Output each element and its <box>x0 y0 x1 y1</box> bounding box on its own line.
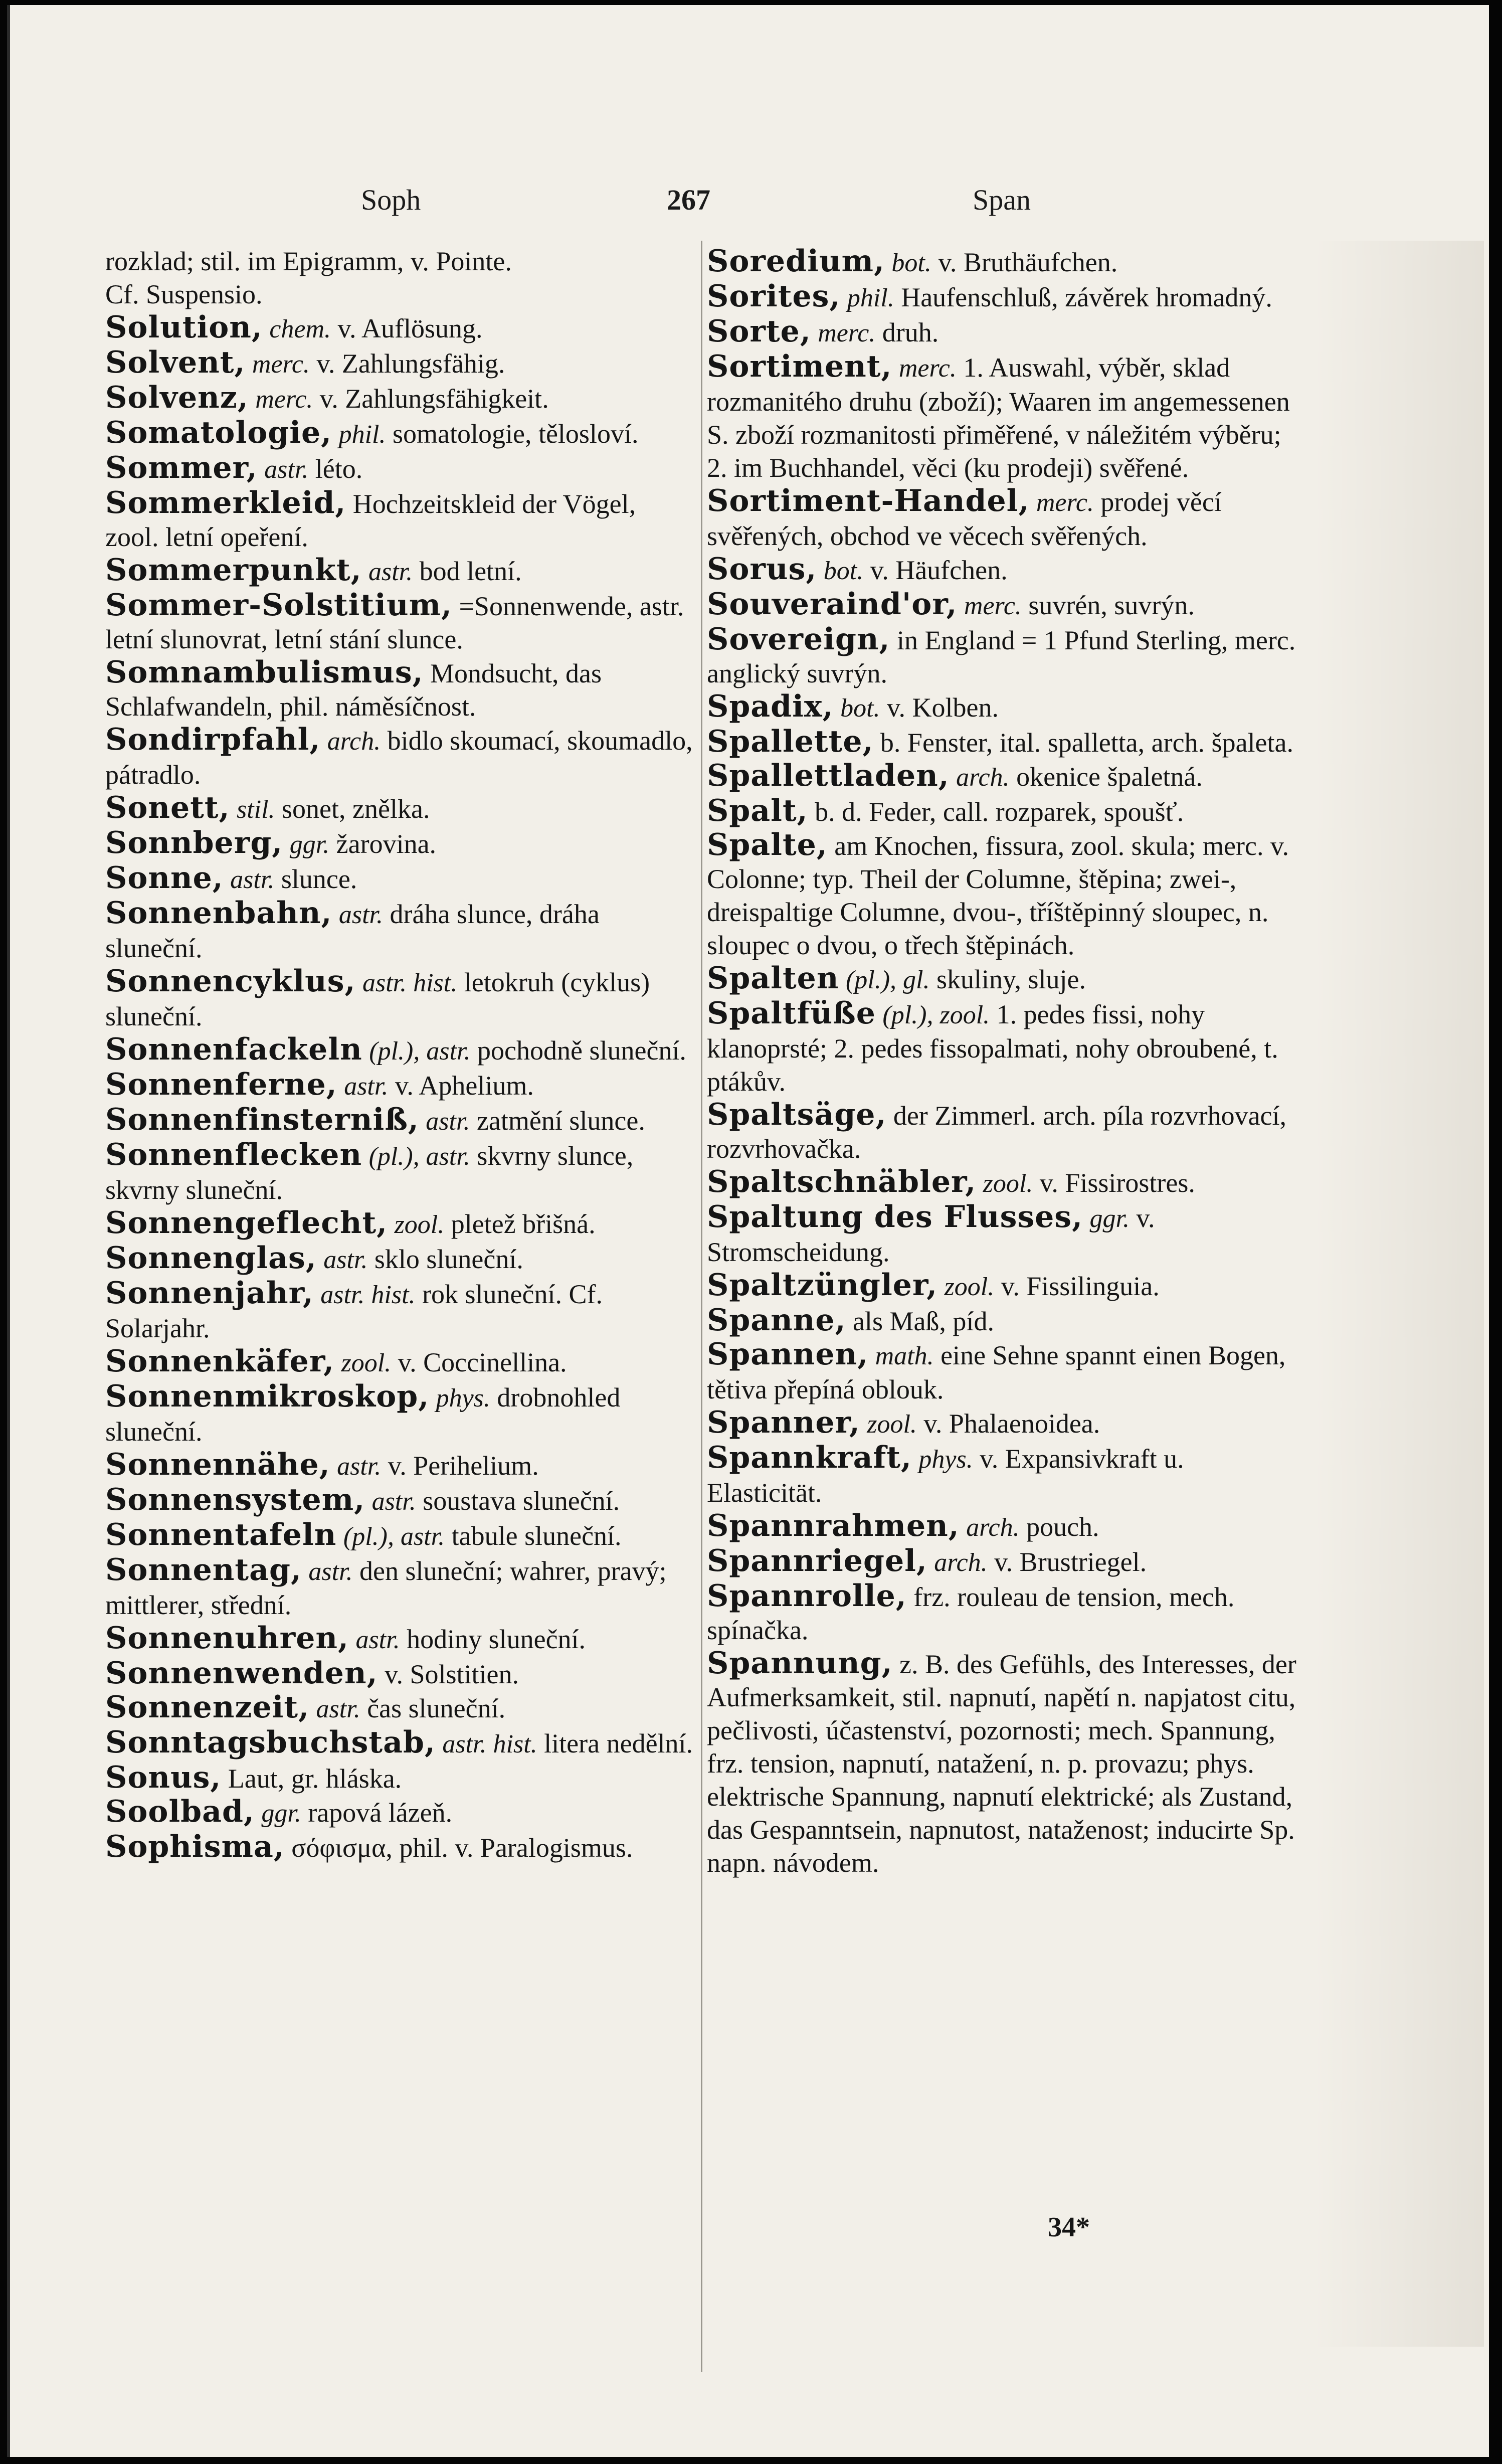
entry-headword: Sonnenflecken <box>105 1137 362 1172</box>
entry-label: stil. <box>236 795 275 824</box>
dictionary-entry <box>105 1103 694 1138</box>
entry-label: merc. <box>255 385 313 414</box>
entry-headword: Somatologie, <box>105 415 332 450</box>
entry-definition: slunce. <box>281 864 357 894</box>
entry-definition: den sluneční; wahrer, pravý; mittlerer, střední. <box>105 1556 667 1620</box>
entry-label: zool. <box>341 1349 392 1377</box>
entry-headword: Sonnenglas, <box>105 1241 317 1276</box>
entry-definition: eine Sehne spannt einen Bogen, tětiva přepíná oblouk. <box>707 1340 1286 1404</box>
entry-label: arch. <box>934 1548 988 1577</box>
entry-headword: Spannen, <box>707 1337 869 1372</box>
entry-headword: Solvenz, <box>105 380 249 415</box>
entry-definition: pouch. <box>1026 1512 1099 1542</box>
entry-label: ggr. <box>289 830 330 859</box>
dictionary-entry <box>707 1441 1303 1509</box>
entry-label: astr. <box>337 1452 382 1481</box>
dictionary-entry <box>105 897 694 965</box>
entry-definition: drobnohled sluneční. <box>105 1382 621 1447</box>
entry-definition: v. Expansivkraft u. Elasticität. <box>707 1444 1184 1508</box>
bleed-through-margin <box>1313 241 1484 2347</box>
entry-headword: Spallette, <box>707 724 874 759</box>
entry-label: merc. <box>1036 488 1094 517</box>
entry-definition: v. Stromscheidung. <box>707 1203 1155 1267</box>
entry-headword: Spannriegel, <box>707 1543 927 1578</box>
entry-headword: Spalten <box>707 961 839 996</box>
dictionary-entry <box>707 315 1303 350</box>
entry-label: ggr. <box>261 1799 301 1828</box>
dictionary-entry <box>707 1304 1303 1338</box>
entry-label: astr. <box>371 1487 416 1516</box>
dictionary-entry <box>105 965 694 1033</box>
dictionary-entry <box>105 1277 694 1345</box>
entry-headword: Sonnencyklus, <box>105 964 356 999</box>
entry-label: (pl.), astr. <box>369 1037 471 1066</box>
page-number: 267 <box>667 184 710 216</box>
dictionary-entry <box>105 826 694 861</box>
entry-headword: Spaltschnäbler, <box>707 1164 977 1199</box>
entry-label: (pl.), astr. <box>368 1142 470 1171</box>
entry-label: astr. hist. <box>320 1281 416 1309</box>
entry-headword: Sommerpunkt, <box>105 553 362 588</box>
dictionary-entry <box>707 1579 1303 1647</box>
dictionary-entry <box>105 554 694 589</box>
entry-headword: Sonnentafeln <box>105 1517 337 1552</box>
entry-label: chem. <box>269 315 331 343</box>
entry-definition: v. Zahlungsfähigkeit. <box>319 384 549 414</box>
entry-headword: Sortiment, <box>707 349 892 384</box>
entry-definition: suvrén, suvrýn. <box>1028 590 1195 620</box>
entry-headword: Spanner, <box>707 1405 860 1440</box>
entry-label: astr. <box>355 1626 400 1654</box>
entry-label: bot. <box>840 694 880 723</box>
entry-definition: der Zimmerl. arch. píla rozvrhovací, rozvrhovačka. <box>707 1101 1287 1164</box>
entry-headword: Spaltung des Flusses, <box>707 1199 1083 1235</box>
entry-headword: Sonnengeflecht, <box>105 1205 388 1241</box>
dictionary-entry <box>105 311 694 346</box>
entry-headword: Spaltfüße <box>707 996 876 1031</box>
dictionary-entry <box>707 759 1303 794</box>
entry-headword: Solution, <box>105 310 263 345</box>
dictionary-entry <box>707 725 1303 759</box>
entry-label: zool. <box>867 1410 917 1439</box>
entry-headword: Sommerkleid, <box>105 485 346 520</box>
dictionary-entry <box>105 1518 694 1553</box>
dictionary-entry <box>707 623 1303 690</box>
dictionary-entry <box>707 997 1303 1098</box>
entry-definition: léto. <box>315 454 363 484</box>
entry-headword: Sonnenfackeln <box>105 1032 362 1067</box>
entry-headword: Sonnentag, <box>105 1552 302 1588</box>
dictionary-entry <box>707 1544 1303 1579</box>
dictionary-entry <box>707 553 1303 588</box>
entry-definition: sklo sluneční. <box>374 1244 523 1274</box>
entry-headword: Sonne, <box>105 860 224 896</box>
dictionary-entry <box>707 1509 1303 1544</box>
entry-label: ggr. <box>1089 1204 1130 1233</box>
entry-label: phil. <box>338 420 386 449</box>
entry-label: arch. <box>956 763 1010 792</box>
entry-definition: Laut, gr. hláska. <box>228 1764 402 1794</box>
entry-label: zool. <box>983 1169 1033 1198</box>
left-column <box>105 245 694 1864</box>
entry-headword: Spadix, <box>707 689 834 724</box>
dictionary-entry <box>105 1795 694 1830</box>
entry-headword: Sonnenzeit, <box>105 1690 310 1725</box>
entry-label: merc. <box>964 592 1022 620</box>
entry-definition: pochodně sluneční. <box>477 1035 686 1066</box>
entry-definition: Cf. Suspensio. <box>105 279 263 309</box>
entry-label: phys. <box>436 1384 490 1413</box>
entry-headword: Sonnenwenden, <box>105 1656 378 1691</box>
entry-label: (pl.), astr. <box>343 1522 445 1551</box>
entry-definition: 1. Auswahl, výběr, sklad rozmanitého druhu (zboží); Waaren im angemessenen S. zboží rozmanitosti přiměřené, v náležitém výběru; 2. im Buchhandel, věci (ku prodeji) svěřené. <box>707 353 1290 483</box>
entry-label: zool. <box>944 1273 995 1301</box>
dictionary-entry <box>105 1483 694 1518</box>
dictionary-entry <box>707 690 1303 725</box>
entry-headword: Sonnennähe, <box>105 1447 330 1482</box>
entry-headword: Solvent, <box>105 345 246 380</box>
entry-label: astr. <box>323 1246 368 1274</box>
dictionary-entry <box>707 1098 1303 1165</box>
entry-headword: Spannrahmen, <box>707 1508 960 1543</box>
entry-headword: Sorus, <box>707 552 817 587</box>
entry-headword: Sonus, <box>105 1760 222 1795</box>
entry-headword: Spalt, <box>707 793 808 828</box>
entry-label: bot. <box>823 557 864 585</box>
entry-definition: tabule sluneční. <box>451 1521 622 1551</box>
dictionary-entry <box>105 1657 694 1691</box>
entry-definition: b. Fenster, ital. spalletta, arch. špaleta. <box>880 728 1293 758</box>
entry-definition: skuliny, sluje. <box>936 964 1086 994</box>
entry-definition: v. Perihelium. <box>388 1451 539 1481</box>
entry-label: astr. <box>426 1107 470 1136</box>
entry-headword: Sonett, <box>105 790 230 825</box>
dictionary-entry <box>105 1448 694 1483</box>
entry-definition: dráha slunce, dráha sluneční. <box>105 899 600 963</box>
entry-definition: v. Kolben. <box>887 692 999 723</box>
entry-definition: skvrny slunce, skvrny sluneční. <box>105 1141 634 1205</box>
entry-definition: soustava sluneční. <box>423 1486 620 1516</box>
entry-label: merc. <box>252 350 310 379</box>
entry-definition: v. Coccinellina. <box>398 1347 567 1377</box>
dictionary-entry <box>105 1345 694 1380</box>
entry-headword: Sortiment-Handel, <box>707 483 1030 518</box>
entry-definition: somatologie, tělosloví. <box>392 419 639 449</box>
entry-definition: čas sluneční. <box>367 1693 506 1723</box>
entry-headword: Sonnberg, <box>105 825 283 860</box>
entry-headword: Spallettladen, <box>707 758 950 793</box>
entry-label: phil. <box>847 284 894 312</box>
entry-definition: am Knochen, fissura, zool. skula; merc. v. Colonne; typ. Theil der Columne, štěpina; zwei-, dreispaltige Columne, dvou-, tříštěpinný sloupec, n. sloupec o dvou, o třech štěpinách. <box>707 831 1289 960</box>
entry-headword: Sovereign, <box>707 622 890 657</box>
entry-headword: Sommer-Solstitium, <box>105 588 452 623</box>
entry-definition: v. Häufchen. <box>870 555 1008 585</box>
dictionary-entry <box>105 451 694 486</box>
dictionary-entry <box>707 962 1303 997</box>
right-column <box>707 245 1303 1879</box>
dictionary-entry <box>105 1138 694 1206</box>
entry-definition: zatmění slunce. <box>476 1106 645 1136</box>
dictionary-entry <box>707 1406 1303 1441</box>
dictionary-entry <box>105 346 694 381</box>
entry-definition: druh. <box>882 317 939 347</box>
header-right-guide-word: Span <box>973 184 1031 216</box>
header-left-guide-word: Soph <box>361 184 421 216</box>
dictionary-entry <box>707 1200 1303 1269</box>
dictionary-entry <box>105 1761 694 1795</box>
entry-label: astr. hist. <box>362 969 458 997</box>
entry-definition: Haufenschluß, závěrek hromadný. <box>901 282 1272 312</box>
dictionary-entry <box>105 1553 694 1622</box>
entry-definition: 1. pedes fissi, nohy klanoprsté; 2. pedes fissopalmati, nohy obroubené, t. ptákův. <box>707 999 1278 1097</box>
entry-definition: hodiny sluneční. <box>407 1624 586 1654</box>
entry-headword: Souveraind'or, <box>707 587 958 622</box>
dictionary-entry <box>707 484 1303 553</box>
entry-definition: letokruh (cyklus) sluneční. <box>105 967 650 1031</box>
dictionary-entry <box>707 245 1303 280</box>
entry-label: bot. <box>891 249 931 277</box>
entry-definition: žarovina. <box>336 829 437 859</box>
dictionary-page <box>7 5 1489 2457</box>
dictionary-entry <box>707 1647 1303 1879</box>
entry-definition: als Maß, píd. <box>852 1306 994 1336</box>
entry-headword: Spaltsäge, <box>707 1097 887 1132</box>
entry-definition: v. Zahlungsfähig. <box>316 348 505 379</box>
entry-label: astr. hist. <box>442 1730 537 1758</box>
entry-definition: in England = 1 Pfund Sterling, merc. anglický suvrýn. <box>707 625 1296 688</box>
entry-headword: Somnambulismus, <box>105 655 424 690</box>
entry-label: arch. <box>327 727 381 756</box>
entry-definition: v. Solstitien. <box>384 1659 519 1689</box>
dictionary-entry <box>105 1830 694 1864</box>
entry-definition: rapová lázeň. <box>308 1798 453 1828</box>
dictionary-entry <box>105 1033 694 1068</box>
entry-headword: Spalte, <box>707 827 828 862</box>
dictionary-entry <box>105 791 694 826</box>
entry-definition: Mondsucht, das Schlafwandeln, phil. náměsíčnost. <box>105 658 602 722</box>
dictionary-entry <box>707 280 1303 315</box>
entry-label: zool. <box>394 1210 445 1239</box>
dictionary-entry <box>105 1242 694 1277</box>
dictionary-entry <box>105 861 694 897</box>
entry-headword: Sommer, <box>105 450 258 485</box>
dictionary-entry <box>707 1165 1303 1200</box>
entry-label: (pl.), gl. <box>845 966 930 994</box>
entry-headword: Sonnenuhren, <box>105 1621 349 1656</box>
entry-label: astr. <box>264 455 309 484</box>
entry-headword: Spannung, <box>707 1646 893 1681</box>
entry-headword: Spanne, <box>707 1303 846 1338</box>
entry-definition: sonet, znělka. <box>282 794 430 824</box>
entry-headword: Sorte, <box>707 314 811 349</box>
dictionary-entry <box>707 794 1303 828</box>
dictionary-entry <box>105 381 694 416</box>
signature-mark: 34* <box>1048 2212 1090 2243</box>
dictionary-entry <box>105 1206 694 1242</box>
entry-label: astr. <box>338 901 384 929</box>
dictionary-entry <box>105 245 694 278</box>
entry-definition: z. B. des Gefühls, des Interesses, der Aufmerksamkeit, stil. napnutí, napětí n. napjatost citu, pečlivosti, účastenství, pozornosti; mech. Spannung, frz. tension, napnutí, natažení, n. p. provazu; phys. elektrische Spannung, napnutí elektrické; als Zustand, das Gespanntsein, napnutost, nataženost; inducirte Sp. napn. návodem. <box>707 1649 1296 1878</box>
dictionary-entry <box>105 1068 694 1103</box>
entry-headword: Soolbad, <box>105 1794 255 1829</box>
entry-definition: b. d. Feder, call. rozparek, spoušť. <box>815 797 1184 827</box>
entry-label: merc. <box>818 319 876 347</box>
entry-label: merc. <box>898 354 957 383</box>
column-divider <box>701 241 702 2372</box>
entry-headword: Sonnenmikroskop, <box>105 1379 430 1414</box>
entry-headword: Sonnenkäfer, <box>105 1344 334 1379</box>
entry-headword: Spaltzüngler, <box>707 1268 938 1303</box>
entry-label: astr. <box>344 1072 389 1101</box>
entry-definition: v. Brustriegel. <box>994 1547 1147 1577</box>
entry-definition: =Sonnenwende, astr. letní slunovrat, letní stání slunce. <box>105 591 684 654</box>
entry-definition: okenice špaletná. <box>1016 762 1203 792</box>
entry-label: astr. <box>368 558 413 586</box>
entry-label: astr. <box>308 1557 353 1586</box>
dictionary-entry <box>105 1622 694 1657</box>
dictionary-entry <box>707 350 1303 484</box>
entry-headword: Sonnenbahn, <box>105 896 332 931</box>
entry-definition: v. Fissilinguia. <box>1001 1271 1160 1301</box>
entry-definition: v. Aphelium. <box>395 1071 534 1101</box>
entry-label: arch. <box>966 1513 1020 1542</box>
dictionary-entry <box>105 723 694 791</box>
dictionary-entry <box>105 589 694 656</box>
entry-definition: v. Phalaenoidea. <box>923 1409 1100 1439</box>
entry-definition: frz. rouleau de tension, mech. spínačka. <box>707 1582 1235 1645</box>
entry-headword: Sonnenferne, <box>105 1067 337 1102</box>
entry-headword: Spannrolle, <box>707 1578 907 1614</box>
entry-headword: Sonntagsbuchstab, <box>105 1725 436 1760</box>
dictionary-entry <box>105 278 694 311</box>
dictionary-entry <box>707 828 1303 962</box>
entry-label: math. <box>875 1342 934 1370</box>
entry-headword: Spannkraft, <box>707 1440 912 1475</box>
dictionary-entry <box>105 1691 694 1726</box>
entry-definition: pletež břišná. <box>451 1209 596 1239</box>
entry-definition: v. Fissirostres. <box>1039 1168 1195 1198</box>
entry-label: (pl.), zool. <box>882 1001 990 1029</box>
dictionary-entry <box>707 1338 1303 1406</box>
entry-label: astr. <box>316 1695 360 1723</box>
entry-headword: Sonnenjahr, <box>105 1276 314 1311</box>
dictionary-entry <box>105 656 694 723</box>
dictionary-entry <box>707 1269 1303 1304</box>
entry-label: astr. <box>230 865 275 894</box>
entry-definition: litera nedělní. <box>544 1728 693 1758</box>
entry-definition: bod letní. <box>419 556 522 586</box>
page-header <box>10 183 1489 228</box>
dictionary-entry <box>105 1726 694 1761</box>
entry-definition: σόφισμα, phil. v. Paralogismus. <box>291 1833 633 1863</box>
dictionary-entry <box>105 1380 694 1448</box>
entry-definition: v. Bruthäufchen. <box>938 247 1118 277</box>
entry-headword: Sophisma, <box>105 1829 285 1864</box>
dictionary-entry <box>105 416 694 451</box>
entry-headword: Sonnenfinsterniß, <box>105 1102 419 1137</box>
entry-headword: Sonnensystem, <box>105 1482 365 1517</box>
entry-definition: v. Auflösung. <box>337 313 483 343</box>
entry-headword: Soredium, <box>707 244 885 279</box>
entry-label: phys. <box>918 1445 973 1474</box>
dictionary-entry <box>105 486 694 554</box>
entry-headword: Sondirpfahl, <box>105 722 321 757</box>
entry-definition: prodej věcí svěřených, obchod ve věcech svěřených. <box>707 487 1222 551</box>
entry-definition: Hochzeitskleid der Vögel, zool. letní opeření. <box>105 489 636 552</box>
entry-headword: Sorites, <box>707 279 841 314</box>
entry-definition: rozklad; stil. im Epigramm, v. Pointe. <box>105 246 512 276</box>
dictionary-entry <box>707 588 1303 623</box>
entry-definition: bidlo skoumací, skoumadlo, pátradlo. <box>105 726 693 790</box>
entry-definition: rok sluneční. Cf. Solarjahr. <box>105 1279 603 1343</box>
